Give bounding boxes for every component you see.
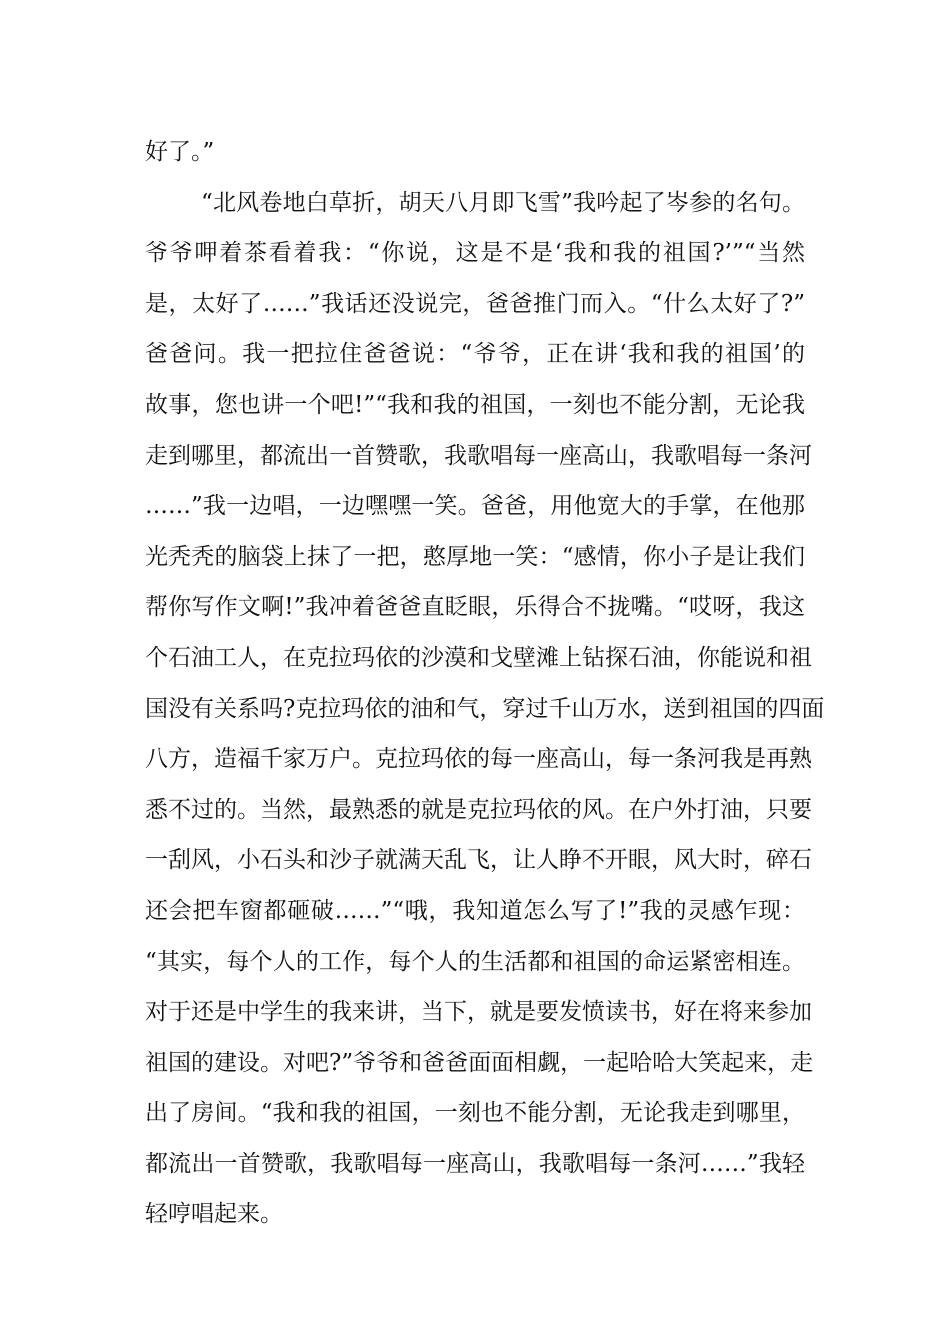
text-line-11: 个石油工人，在克拉玛依的沙漠和戈壁滩上钻探石油，你能说和祖 bbox=[145, 644, 812, 671]
text-line-1: 好了。” bbox=[145, 139, 215, 165]
text-line-13: 八方，造福千家万户。克拉玛依的每一座高山，每一条河我是再熟 bbox=[145, 746, 812, 773]
text-line-3: 爷爷呷着茶看着我：“你说，这是不是‘我和我的祖国?’”“当然 bbox=[145, 240, 805, 267]
text-line-12: 国没有关系吗?克拉玛依的油和气，穿过千山万水，送到祖国的四面 bbox=[145, 695, 825, 722]
text-line-5: 爸爸问。我一把拉住爸爸说：“爷爷，正在讲‘我和我的祖国’的 bbox=[145, 341, 805, 368]
text-line-8: ……”我一边唱，一边嘿嘿一笑。爸爸，用他宽大的手掌，在他那 bbox=[145, 493, 805, 520]
document-body bbox=[145, 127, 825, 1240]
text-line-18: 对于还是中学生的我来讲，当下，就是要发愤读书，好在将来参加 bbox=[145, 999, 812, 1026]
text-line-15: 一刮风，小石头和沙子就满天乱飞，让人睁不开眼，风大时，碎石 bbox=[145, 847, 812, 874]
text-line-20: 出了房间。“我和我的祖国，一刻也不能分割，无论我走到哪里， bbox=[145, 1100, 805, 1127]
text-line-10: 帮你写作文啊!”我冲着爸爸直眨眼，乐得合不拢嘴。“哎呀，我这 bbox=[145, 594, 805, 621]
text-line-19: 祖国的建设。对吧?”爷爷和爸爸面面相觑，一起哈哈大笑起来，走 bbox=[145, 1049, 814, 1076]
text-line-2: “北风卷地白草折，胡天八月即飞雪”我吟起了岑参的名句。 bbox=[201, 189, 805, 216]
text-line-17: “其实，每个人的工作，每个人的生活都和祖国的命运紧密相连。 bbox=[145, 948, 805, 975]
text-line-16: 还会把车窗都砸破……”“哦，我知道怎么写了!”我的灵感乍现： bbox=[145, 897, 805, 924]
text-line-7: 走到哪里，都流出一首赞歌，我歌唱每一座高山，我歌唱每一条河 bbox=[145, 442, 812, 469]
text-line-21: 都流出一首赞歌，我歌唱每一座高山，我歌唱每一条河……”我轻 bbox=[145, 1150, 805, 1177]
text-line-14: 悉不过的。当然，最熟悉的就是克拉玛依的风。在户外打油，只要 bbox=[145, 796, 812, 823]
text-line-22: 轻哼唱起来。 bbox=[145, 1201, 283, 1228]
text-line-6: 故事，您也讲一个吧!”“我和我的祖国，一刻也不能分割，无论我 bbox=[145, 391, 805, 418]
text-line-9: 光秃秃的脑袋上抹了一把，憨厚地一笑：“感情，你小子是让我们 bbox=[145, 543, 805, 570]
text-line-4: 是，太好了……”我话还没说完，爸爸推门而入。“什么太好了?” bbox=[145, 290, 805, 317]
